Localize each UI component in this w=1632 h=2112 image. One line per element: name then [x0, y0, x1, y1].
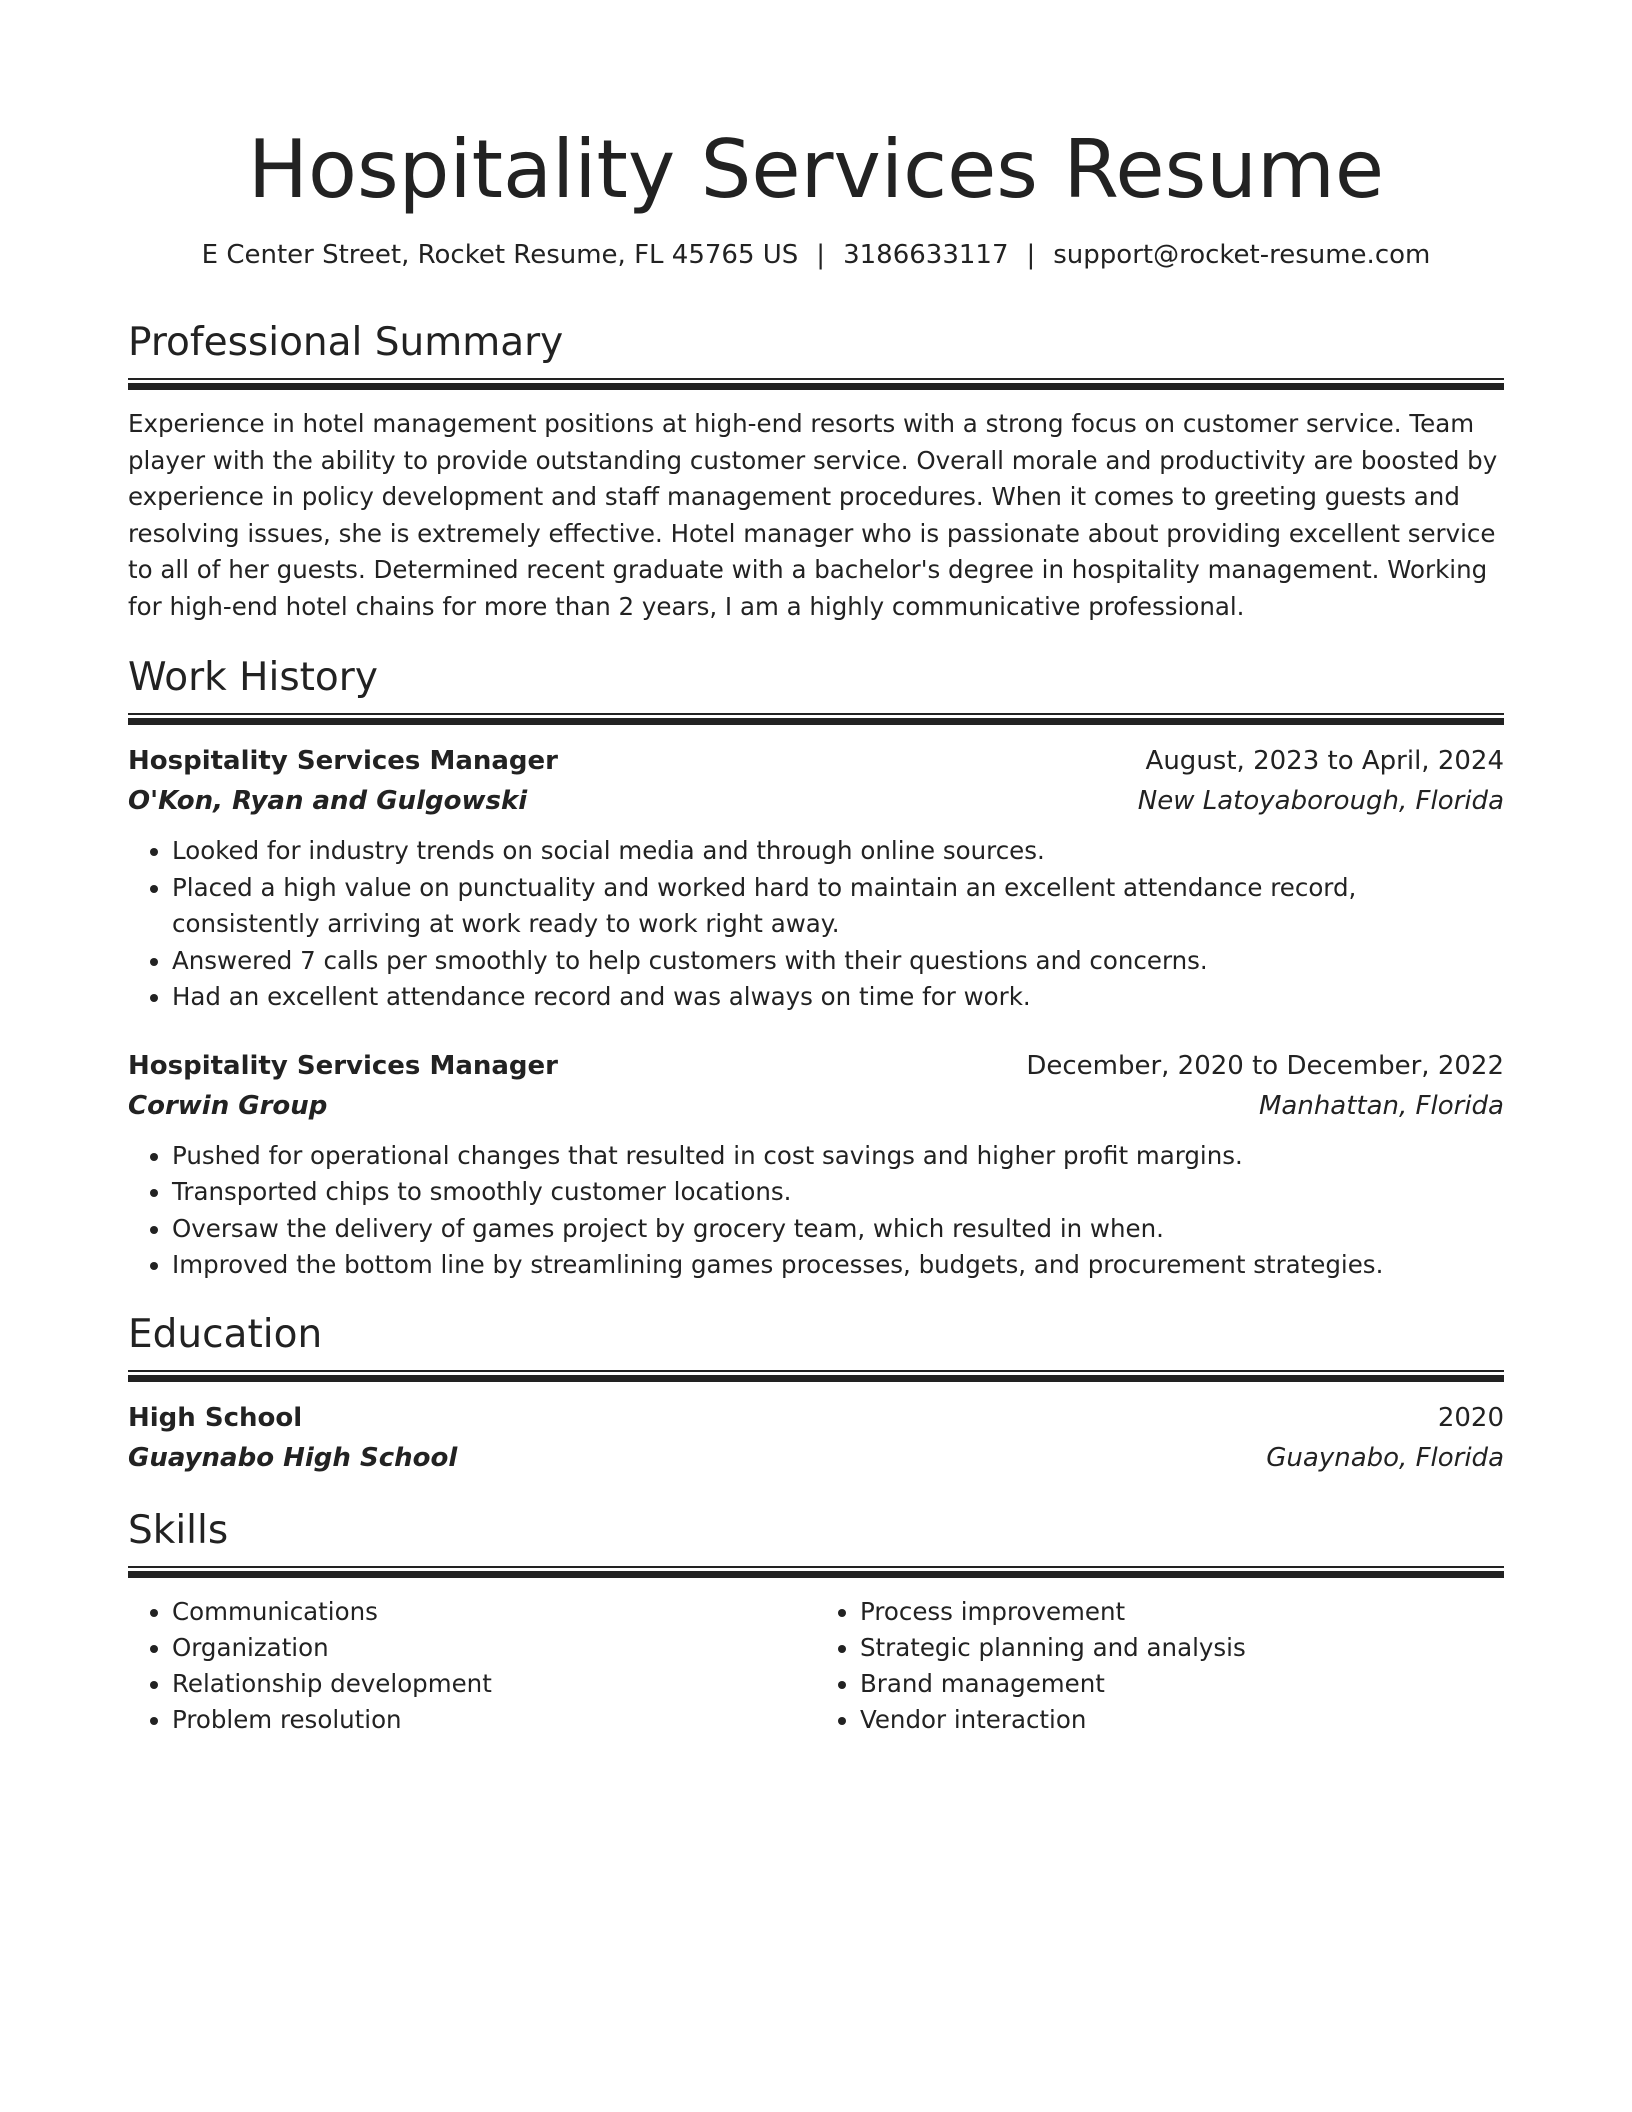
skill-item: • Process improvement — [860, 1594, 1504, 1630]
job-bullet: • Had an excellent attendance record and was always on time for work. — [172, 979, 1504, 1016]
education-header-row — [128, 1398, 1504, 1438]
skill-item: • Communications — [172, 1594, 816, 1630]
job-header-row — [128, 741, 1504, 781]
skill-item: • Strategic planning and analysis — [860, 1630, 1504, 1666]
contact-separator: | — [816, 240, 826, 270]
skill-item: • Brand management — [860, 1666, 1504, 1702]
section-divider — [128, 713, 1504, 725]
job-company-row — [128, 781, 1504, 821]
education-school-row — [128, 1438, 1504, 1478]
resume-name: Hospitality Services Resume — [247, 123, 1385, 216]
job-bullet: • Improved the bottom line by streamlining games processes, budgets, and procurement strategies. — [172, 1247, 1504, 1284]
job-company: O'Kon, Ryan and Gulgowski — [128, 786, 528, 816]
skill-item: • Organization — [172, 1630, 816, 1666]
skill-item: • Problem resolution — [172, 1702, 816, 1738]
job-location: Manhattan, Florida — [1258, 1090, 1504, 1121]
job-bullet: • Pushed for operational changes that resulted in cost savings and higher profit margins. — [172, 1138, 1504, 1175]
job-bullets — [128, 1138, 1504, 1284]
section-divider — [128, 378, 1504, 390]
skills-column-right — [816, 1594, 1504, 1738]
job-bullets — [128, 833, 1504, 1016]
skill-item: • Relationship development — [172, 1666, 816, 1702]
job-entry — [128, 741, 1504, 1016]
section-summary — [128, 318, 1504, 625]
section-divider — [128, 1566, 1504, 1578]
job-title: Hospitality Services Manager — [128, 1050, 559, 1081]
job-company-row — [128, 1086, 1504, 1126]
section-title-summary: Professional Summary — [128, 320, 564, 365]
section-skills — [128, 1506, 1504, 1738]
job-location: New Latoyaborough, Florida — [1137, 786, 1504, 816]
job-title: Hospitality Services Manager — [128, 746, 559, 776]
section-title-work: Work History — [128, 655, 378, 700]
contact-phone: 3186633117 — [843, 240, 1009, 270]
contact-email: support@rocket-resume.com — [1053, 240, 1431, 270]
education-year: 2020 — [1437, 1402, 1504, 1433]
section-education — [128, 1310, 1504, 1478]
job-header-row — [128, 1046, 1504, 1086]
skills-column-left — [128, 1594, 816, 1738]
job-bullet: • Transported chips to smoothly customer locations. — [172, 1174, 1504, 1211]
job-bullet: • Oversaw the delivery of games project by grocery team, which resulted in when. — [172, 1211, 1504, 1248]
job-bullet: • Looked for industry trends on social media and through online sources. — [172, 833, 1504, 870]
job-company: Corwin Group — [128, 1090, 328, 1121]
job-entry — [128, 1046, 1504, 1284]
skills-grid — [128, 1594, 1504, 1738]
education-degree: High School — [128, 1402, 303, 1433]
section-work-history — [128, 653, 1504, 1284]
summary-text: Experience in hotel management positions at high-end resorts with a strong focus on customer service. Team player with the ability to provide outstanding customer service. Overall morale and productivity are boosted by experience in policy development and staff management procedures. When it comes to greeting guests and resolving issues, she is extremely effective. Hotel manager who is passionate about providing excellent service to all of her guests. Determined recent graduate with a bachelor's degree in hospitality management. Working for high-end hotel chains for more than 2 years, I am a highly communicative professional. — [128, 409, 1498, 621]
education-school: Guaynabo High School — [128, 1442, 458, 1473]
job-dates: December, 2020 to December, 2022 — [1026, 1050, 1504, 1081]
section-divider — [128, 1370, 1504, 1382]
job-bullet: • Placed a high value on punctuality and worked hard to maintain an excellent attendance record, consistently arriving at work ready to work right away. — [172, 870, 1504, 943]
contact-line — [128, 238, 1504, 272]
contact-separator: | — [1026, 240, 1036, 270]
contact-address: E Center Street, Rocket Resume, FL 45765 US — [201, 240, 799, 270]
job-dates: August, 2023 to April, 2024 — [1145, 746, 1504, 776]
job-bullet: • Answered 7 calls per smoothly to help customers with their questions and concerns. — [172, 943, 1504, 980]
section-title-skills: Skills — [128, 1507, 229, 1553]
skill-item: • Vendor interaction — [860, 1702, 1504, 1738]
section-title-education: Education — [128, 1311, 323, 1357]
education-location: Guaynabo, Florida — [1266, 1442, 1504, 1473]
